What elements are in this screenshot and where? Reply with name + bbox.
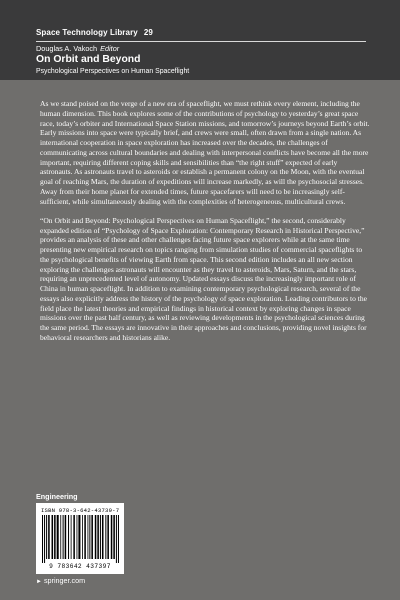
editor-name: Douglas A. Vakoch <box>36 44 98 53</box>
barcode-bar <box>60 515 61 559</box>
series-number: 29 <box>143 28 153 37</box>
back-cover-blurb <box>40 99 370 343</box>
barcode <box>42 515 120 563</box>
barcode-bar <box>107 515 109 559</box>
right-triangle-arrow-icon: ► <box>36 579 42 585</box>
blurb-paragraph: “On Orbit and Beyond: Psychological Perspectives on Human Spaceflight,” the second, considerably expanded edition of “Psychology of Space Exploration: Contemporary Research in Historical Perspective,” provides an analysis of these and other challenges facing future space explorers while at the same time presenting new empirical research on topics ranging from simulation studies of commercial spaceflights to the psychological benefits of viewing Earth from space. This second edition includes an all new section exploring the challenges astronauts will encounter as they travel to asteroids, Mars, Saturn, and the stars, requiring an unprecedented level of autonomy. Updated essays discuss the increasingly important role of China in human spaceflight. In addition to examining contemporary psychological research, several of the essays also explicitly address the history of the psychology of space exploration. Leading contributors to the field place the latest theories and empirical findings in historical context by exploring changes in space missions over the past half century, as well as reviewing developments in the psychological sciences during the same period. The essays are innovative in their approaches and conclusions, providing novel insights for behavioral researchers and historians alike. <box>40 215 367 342</box>
book-title: On Orbit and Beyond <box>36 54 141 65</box>
barcode-bar <box>52 515 54 559</box>
barcode-bar <box>44 515 45 563</box>
barcode-digits: 9 783642 437397 <box>49 563 111 570</box>
barcode-bar <box>57 515 59 559</box>
barcode-bar <box>91 515 93 559</box>
barcode-bar <box>77 515 78 559</box>
barcode-bar <box>42 515 43 563</box>
barcode-bar <box>95 515 97 559</box>
publisher-website[interactable] <box>36 576 85 585</box>
barcode-bar <box>46 515 47 559</box>
barcode-bar <box>84 515 86 559</box>
barcode-bar <box>105 515 106 559</box>
barcode-bar <box>89 515 90 559</box>
barcode-bar <box>113 515 115 559</box>
subject-category: Engineering <box>36 492 78 501</box>
series-name: Space Technology Library <box>36 28 138 37</box>
barcode-bar <box>63 515 64 559</box>
website-text[interactable]: springer.com <box>43 576 86 585</box>
barcode-bar <box>82 515 83 559</box>
barcode-bar <box>118 515 119 563</box>
barcode-bar <box>88 515 89 559</box>
blurb-paragraph: As we stand poised on the verge of a new era of spaceflight, we must rethink every element, including the human dimension. This book explores some of the contributions of psychology to yesterday’s great space race, today’s orbiter and International Space Station missions, and tomorrow’s journeys beyond Earth’s orbit. Early missions into space were typically brief, and crews were small, often drawn from a single nation. As international cooperation in space exploration has increased over the decades, the challenges of communicating across cultural boundaries and dealing with interpersonal conflicts have become all the more important, requiring different coping skills and sensibilities than “the right stuff” expected of early astronauts. As astronauts travel to asteroids or establish a permanent colony on the Moon, with the eventual goal of reaching Mars, the duration of expeditions will increase markedly, as will the psychosocial stresses. Away from their home planet for extended times, future spacefarers will need to be increasingly self-sufficient, while simultaneously dealing with the complexities of heterogeneous, multicultural crews. <box>40 99 370 206</box>
barcode-bar <box>111 515 113 559</box>
barcode-bar <box>102 515 104 559</box>
series-label <box>36 28 153 37</box>
barcode-bar <box>78 515 80 559</box>
editor-role: Editor <box>100 44 120 53</box>
barcode-bar <box>65 515 67 559</box>
barcode-bar <box>97 515 99 559</box>
barcode-bar <box>68 515 69 559</box>
barcode-bar <box>116 515 117 563</box>
header-rule <box>36 41 366 42</box>
barcode-bar <box>48 515 50 559</box>
barcode-bar <box>73 515 75 559</box>
barcode-bar <box>54 515 56 559</box>
isbn-label: ISBN 978-3-642-43739-7 <box>41 507 120 514</box>
editor-line <box>36 44 119 53</box>
book-subtitle: Psychological Perspectives on Human Spaceflight <box>36 68 190 75</box>
barcode-box <box>36 503 124 574</box>
barcode-bar <box>71 515 72 559</box>
barcode-bar <box>100 515 101 559</box>
